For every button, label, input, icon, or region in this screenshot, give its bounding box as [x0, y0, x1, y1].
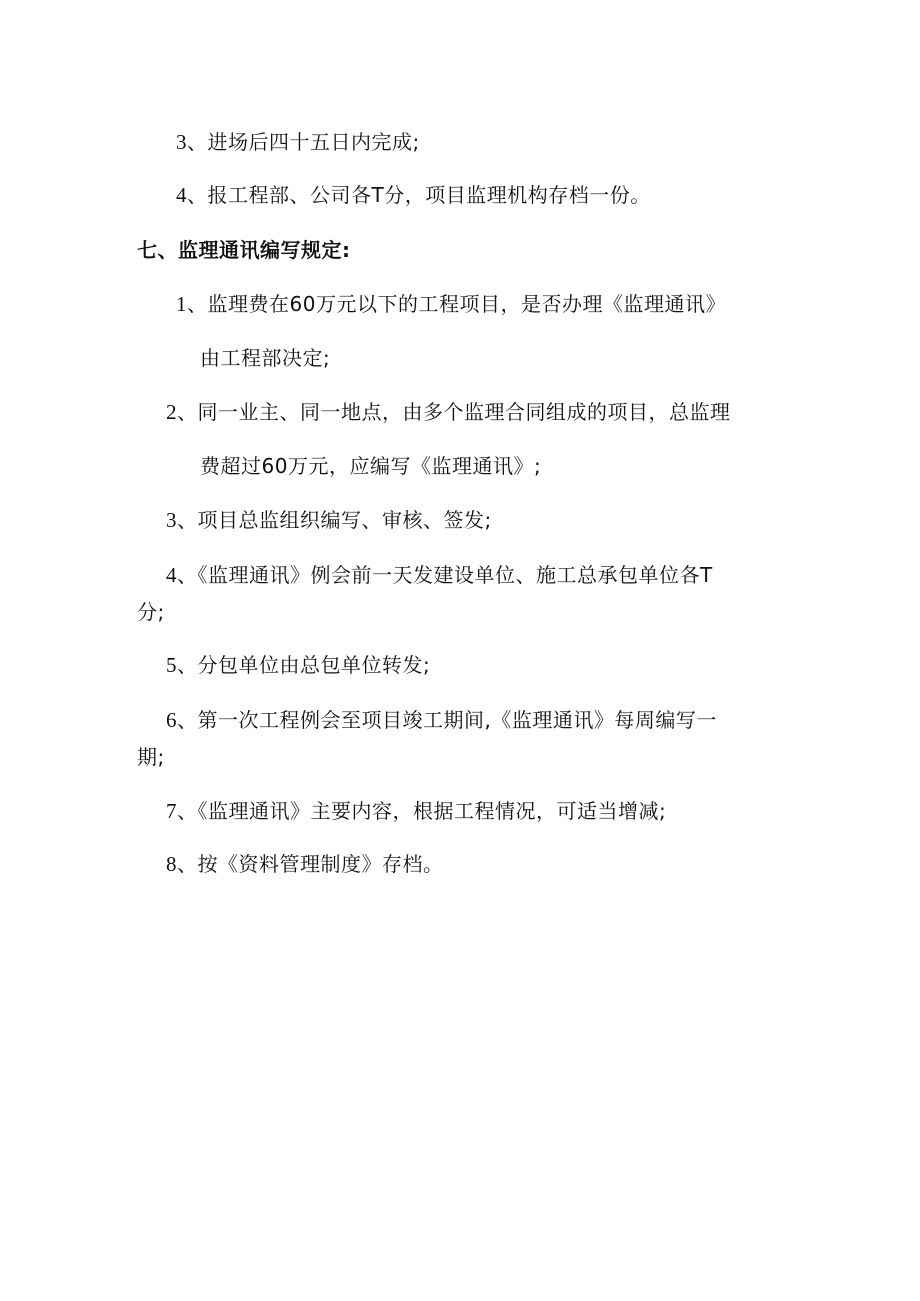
list-item-2-line2: 费超过60万元，应编写《监理通讯》; — [200, 454, 542, 478]
item-text: 、同一业主、同一地点，由多个监理合同组成的项目，总监理 — [177, 400, 731, 424]
item-number: 2 — [166, 400, 177, 424]
item-text: 、《监理通讯》例会前一天发建设单位、施工总承包单位各T — [177, 563, 713, 587]
item-text: 、第一次工程例会至项目竣工期间,《监理通讯》每周编写一 — [177, 708, 717, 732]
section-heading: 七、监理通讯编写规定: — [137, 238, 351, 262]
item-number: 4 — [176, 183, 187, 207]
item-text: 、报工程部、公司各T分，项目监理机构存档一份。 — [187, 183, 651, 207]
item-text: 、《监理通讯》主要内容，根据工程情况，可适当增减; — [177, 799, 667, 823]
item-text: 、项目总监组织编写、审核、签发; — [177, 508, 492, 532]
list-item-3 — [166, 508, 492, 532]
list-item-4-line1 — [166, 563, 713, 587]
item-text: 、监理费在60万元以下的工程项目，是否办理《监理通讯》 — [187, 292, 726, 316]
item-text: 、分包单位由总包单位转发; — [177, 653, 431, 677]
item-number: 5 — [166, 653, 177, 677]
list-item-prev-4 — [176, 183, 651, 207]
list-item-5 — [166, 653, 430, 677]
item-text: 、进场后四十五日内完成; — [187, 130, 420, 154]
list-item-6-line1 — [166, 708, 717, 732]
item-number: 3 — [166, 508, 177, 532]
list-item-prev-3 — [176, 130, 420, 154]
item-number: 8 — [166, 852, 177, 876]
list-item-6-line2: 期; — [137, 745, 165, 769]
list-item-8 — [166, 852, 444, 876]
list-item-1-line2: 由工程部决定; — [200, 346, 331, 370]
list-item-2-line1 — [166, 400, 731, 424]
item-number: 3 — [176, 130, 187, 154]
item-text: 、按《资料管理制度》存档。 — [177, 852, 444, 876]
item-number: 6 — [166, 708, 177, 732]
item-number: 7 — [166, 799, 177, 823]
list-item-4-line2: 分; — [137, 600, 165, 624]
item-number: 1 — [176, 292, 187, 316]
item-number: 4 — [166, 563, 177, 587]
list-item-1-line1 — [176, 292, 726, 316]
list-item-7 — [166, 799, 666, 823]
